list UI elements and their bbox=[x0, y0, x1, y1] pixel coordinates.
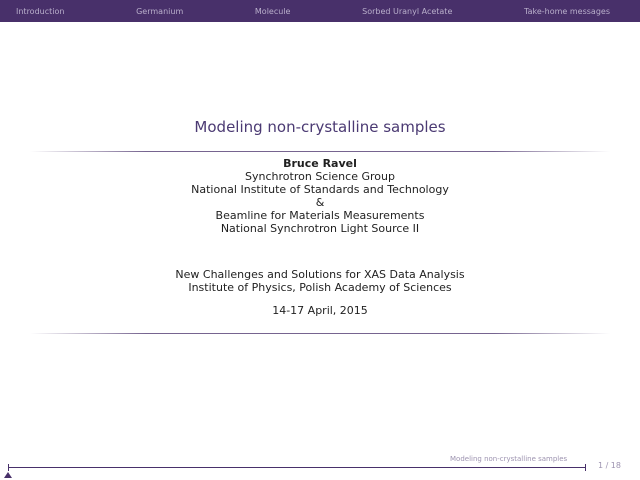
event-block bbox=[0, 268, 640, 294]
affiliation-line: National Institute of Standards and Technology bbox=[191, 183, 449, 196]
event-line: New Challenges and Solutions for XAS Data Analysis bbox=[175, 268, 465, 281]
page-number: 1 / 18 bbox=[597, 461, 621, 470]
affiliation-line: & bbox=[315, 196, 325, 209]
affiliation-line: Beamline for Materials Measurements bbox=[215, 209, 425, 222]
event-date: 14-17 April, 2015 bbox=[272, 304, 368, 317]
title-divider-top bbox=[30, 151, 610, 152]
navigation-bar bbox=[0, 0, 640, 22]
nav-item-sorbed-uranyl-acetate[interactable]: Sorbed Uranyl Acetate bbox=[362, 6, 453, 16]
nav-item-introduction[interactable]: Introduction bbox=[16, 6, 65, 16]
title-divider-bottom bbox=[30, 333, 610, 334]
progress-marker-icon[interactable] bbox=[4, 472, 12, 478]
author-block bbox=[0, 157, 640, 235]
nav-item-molecule[interactable]: Molecule bbox=[254, 6, 291, 16]
date-block bbox=[0, 304, 640, 317]
footer-short-title: Modeling non-crystalline samples bbox=[450, 455, 568, 463]
progress-bar[interactable] bbox=[8, 467, 586, 468]
nav-item-take-home-messages[interactable]: Take-home messages bbox=[524, 6, 610, 16]
slide-title: Modeling non-crystalline samples bbox=[194, 118, 446, 136]
affiliation-line: Synchrotron Science Group bbox=[245, 170, 395, 183]
author-name: Bruce Ravel bbox=[283, 157, 357, 170]
event-line: Institute of Physics, Polish Academy of Sciences bbox=[188, 281, 452, 294]
affiliation-line: National Synchrotron Light Source II bbox=[220, 222, 420, 235]
nav-item-germanium[interactable]: Germanium bbox=[136, 6, 184, 16]
progress-end-tick bbox=[585, 464, 586, 471]
